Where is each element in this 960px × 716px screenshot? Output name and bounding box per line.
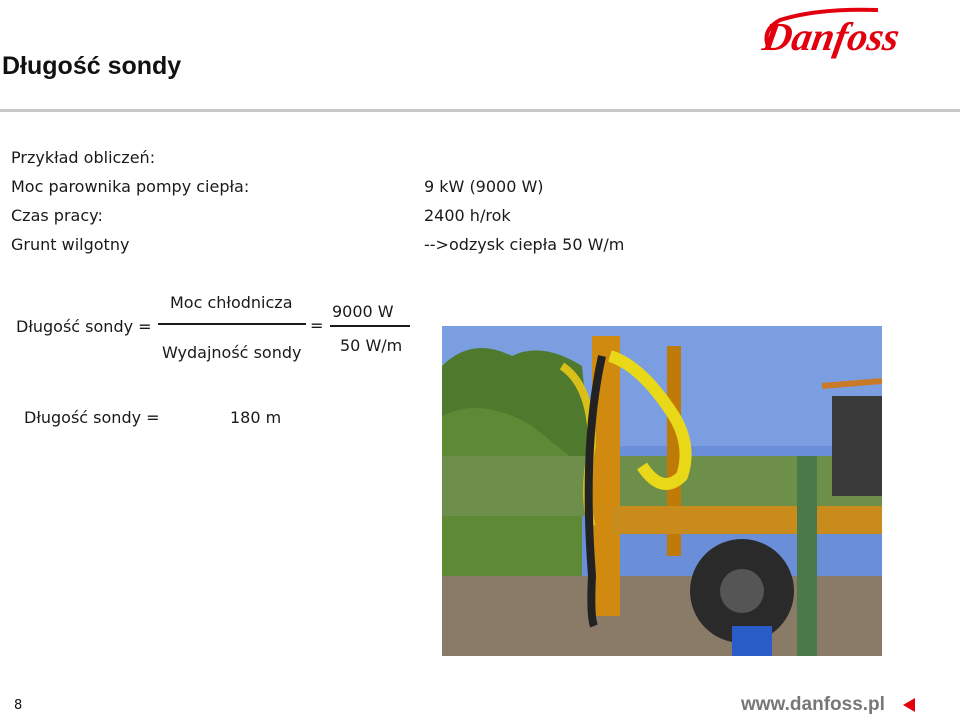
formula-lhs: Długość sondy = [16,317,152,336]
row-value-soil: -->odzysk ciepła 50 W/m [424,235,625,254]
page-number: 8 [14,698,23,713]
row-value-runtime: 2400 h/rok [424,206,511,225]
row-label-soil: Grunt wilgotny [11,235,130,254]
fraction-bar [158,323,306,325]
formula-equals: = [310,316,324,335]
formula-numerator: Moc chłodnicza [170,293,293,312]
value-fraction-bar [330,325,410,327]
left-triangle-icon [903,698,915,712]
page-title: Długość sondy [2,52,182,80]
header-divider [0,109,960,112]
formula-denominator: Wydajność sondy [162,343,302,362]
footer-url: www.danfoss.pl [741,694,885,715]
row-label-runtime: Czas pracy: [11,206,103,225]
drilling-rig-photo [442,326,882,656]
result-label: Długość sondy = [24,408,160,427]
svg-text:Danfoss: Danfoss [759,14,904,59]
danfoss-logo [758,0,928,66]
result-value: 180 m [230,408,282,427]
formula-num-value: 9000 W [332,302,394,321]
row-value-evaporator: 9 kW (9000 W) [424,177,544,196]
example-heading: Przykład obliczeń: [11,148,156,167]
row-label-evaporator: Moc parownika pompy ciepła: [11,177,250,196]
formula-den-value: 50 W/m [340,336,403,355]
